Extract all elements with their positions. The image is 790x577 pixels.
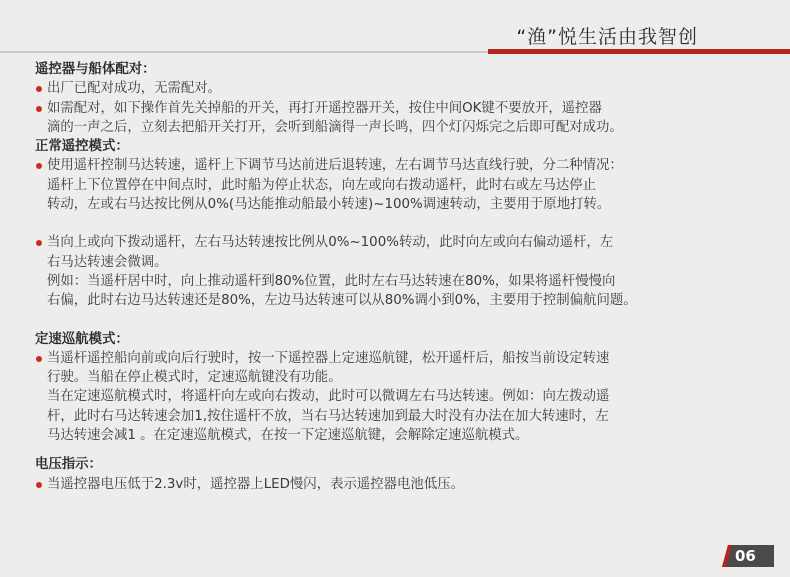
bullet-cruise-1: 当遥杆遥控船向前或向后行驶时，按一下遥控器上定速巡航键，松开遥杆后，船按当前设定转速 [35, 349, 740, 368]
section-title-pairing: 遥控器与船体配对： [35, 62, 156, 77]
bullet-voltage-1: 当遥控器电压低于2.3v时，遥控器上LED慢闪，表示遥控器电池低压。 [35, 475, 740, 494]
page-number-badge [722, 545, 774, 567]
bullet-normal-1-line3: 转动，左或右马达按比例从0%(马达能推动船最小转速)~100%调速转动，主要用于原地打转。 [47, 197, 611, 213]
bullet-cruise-1-line3: 当在定速巡航模式时，将遥杆向左或向右拨动，此时可以微调左右马达转速。例如：向左拨动遥 [47, 389, 610, 405]
bullet-normal-2: 当向上或向下拨动遥杆，左右马达转速按比例从0%~100%转动，此时向左或向右偏动遥杆，左 [35, 233, 740, 252]
bullet-normal-2-line3: 例如：当遥杆居中时，向上推动遥杆到80%位置，此时左右马达转速在80%，如果将遥杆慢慢向 [47, 273, 616, 289]
bullet-cruise-1-line5: 马达转速会减1 。在定速巡航模式，在按一下定速巡航键，会解除定速巡航模式。 [47, 428, 529, 444]
bullet-pairing-1: 出厂已配对成功，无需配对。 [35, 79, 740, 98]
bullet-normal-1-line2: 遥杆上下位置停在中间点时，此时船为停止状态，向左或向右拨动遥杆，此时右或左马达停止 [47, 177, 597, 193]
section-title-normal: 正常遥控模式： [35, 139, 129, 155]
bullet-normal-1: 使用遥杆控制马达转速，遥杆上下调节马达前进后退转速，左右调节马达直线行驶，分二种情况： [35, 156, 740, 175]
bullet-pairing-2: 如需配对，如下操作首先关掉船的开关，再打开遥控器开关，按住中间OK键不要放开，遥控器 [35, 99, 740, 118]
page-header-title: “渔”悦生活由我智创 [516, 26, 698, 48]
manual-content [35, 60, 740, 494]
bullet-cruise-1-line4: 杆，此时右马达转速会加1,按住遥杆不放，当右马达转速加到最大时没有办法在加大转速时，左 [47, 408, 609, 424]
section-title-voltage: 电压指示： [35, 457, 102, 473]
section-title-cruise: 定速巡航模式： [35, 331, 129, 347]
header-accent-bar [488, 49, 790, 54]
bullet-pairing-2-cont: 滴的一声之后，立刻去把船开关打开，会听到船滴得一声长鸣，四个灯闪烁完之后即可配对成功。 [47, 119, 623, 135]
page-number: 06 [735, 547, 756, 565]
bullet-normal-2-line4: 右偏，此时右边马达转速还是80%，左边马达转速可以从80%调小到0%，主要用于控制偏航问题。 [47, 293, 637, 309]
bullet-normal-2-line2: 右马达转速会微调。 [47, 254, 168, 270]
bullet-cruise-1-line2: 行驶。当船在停止模式时，定速巡航键没有功能。 [47, 370, 342, 386]
